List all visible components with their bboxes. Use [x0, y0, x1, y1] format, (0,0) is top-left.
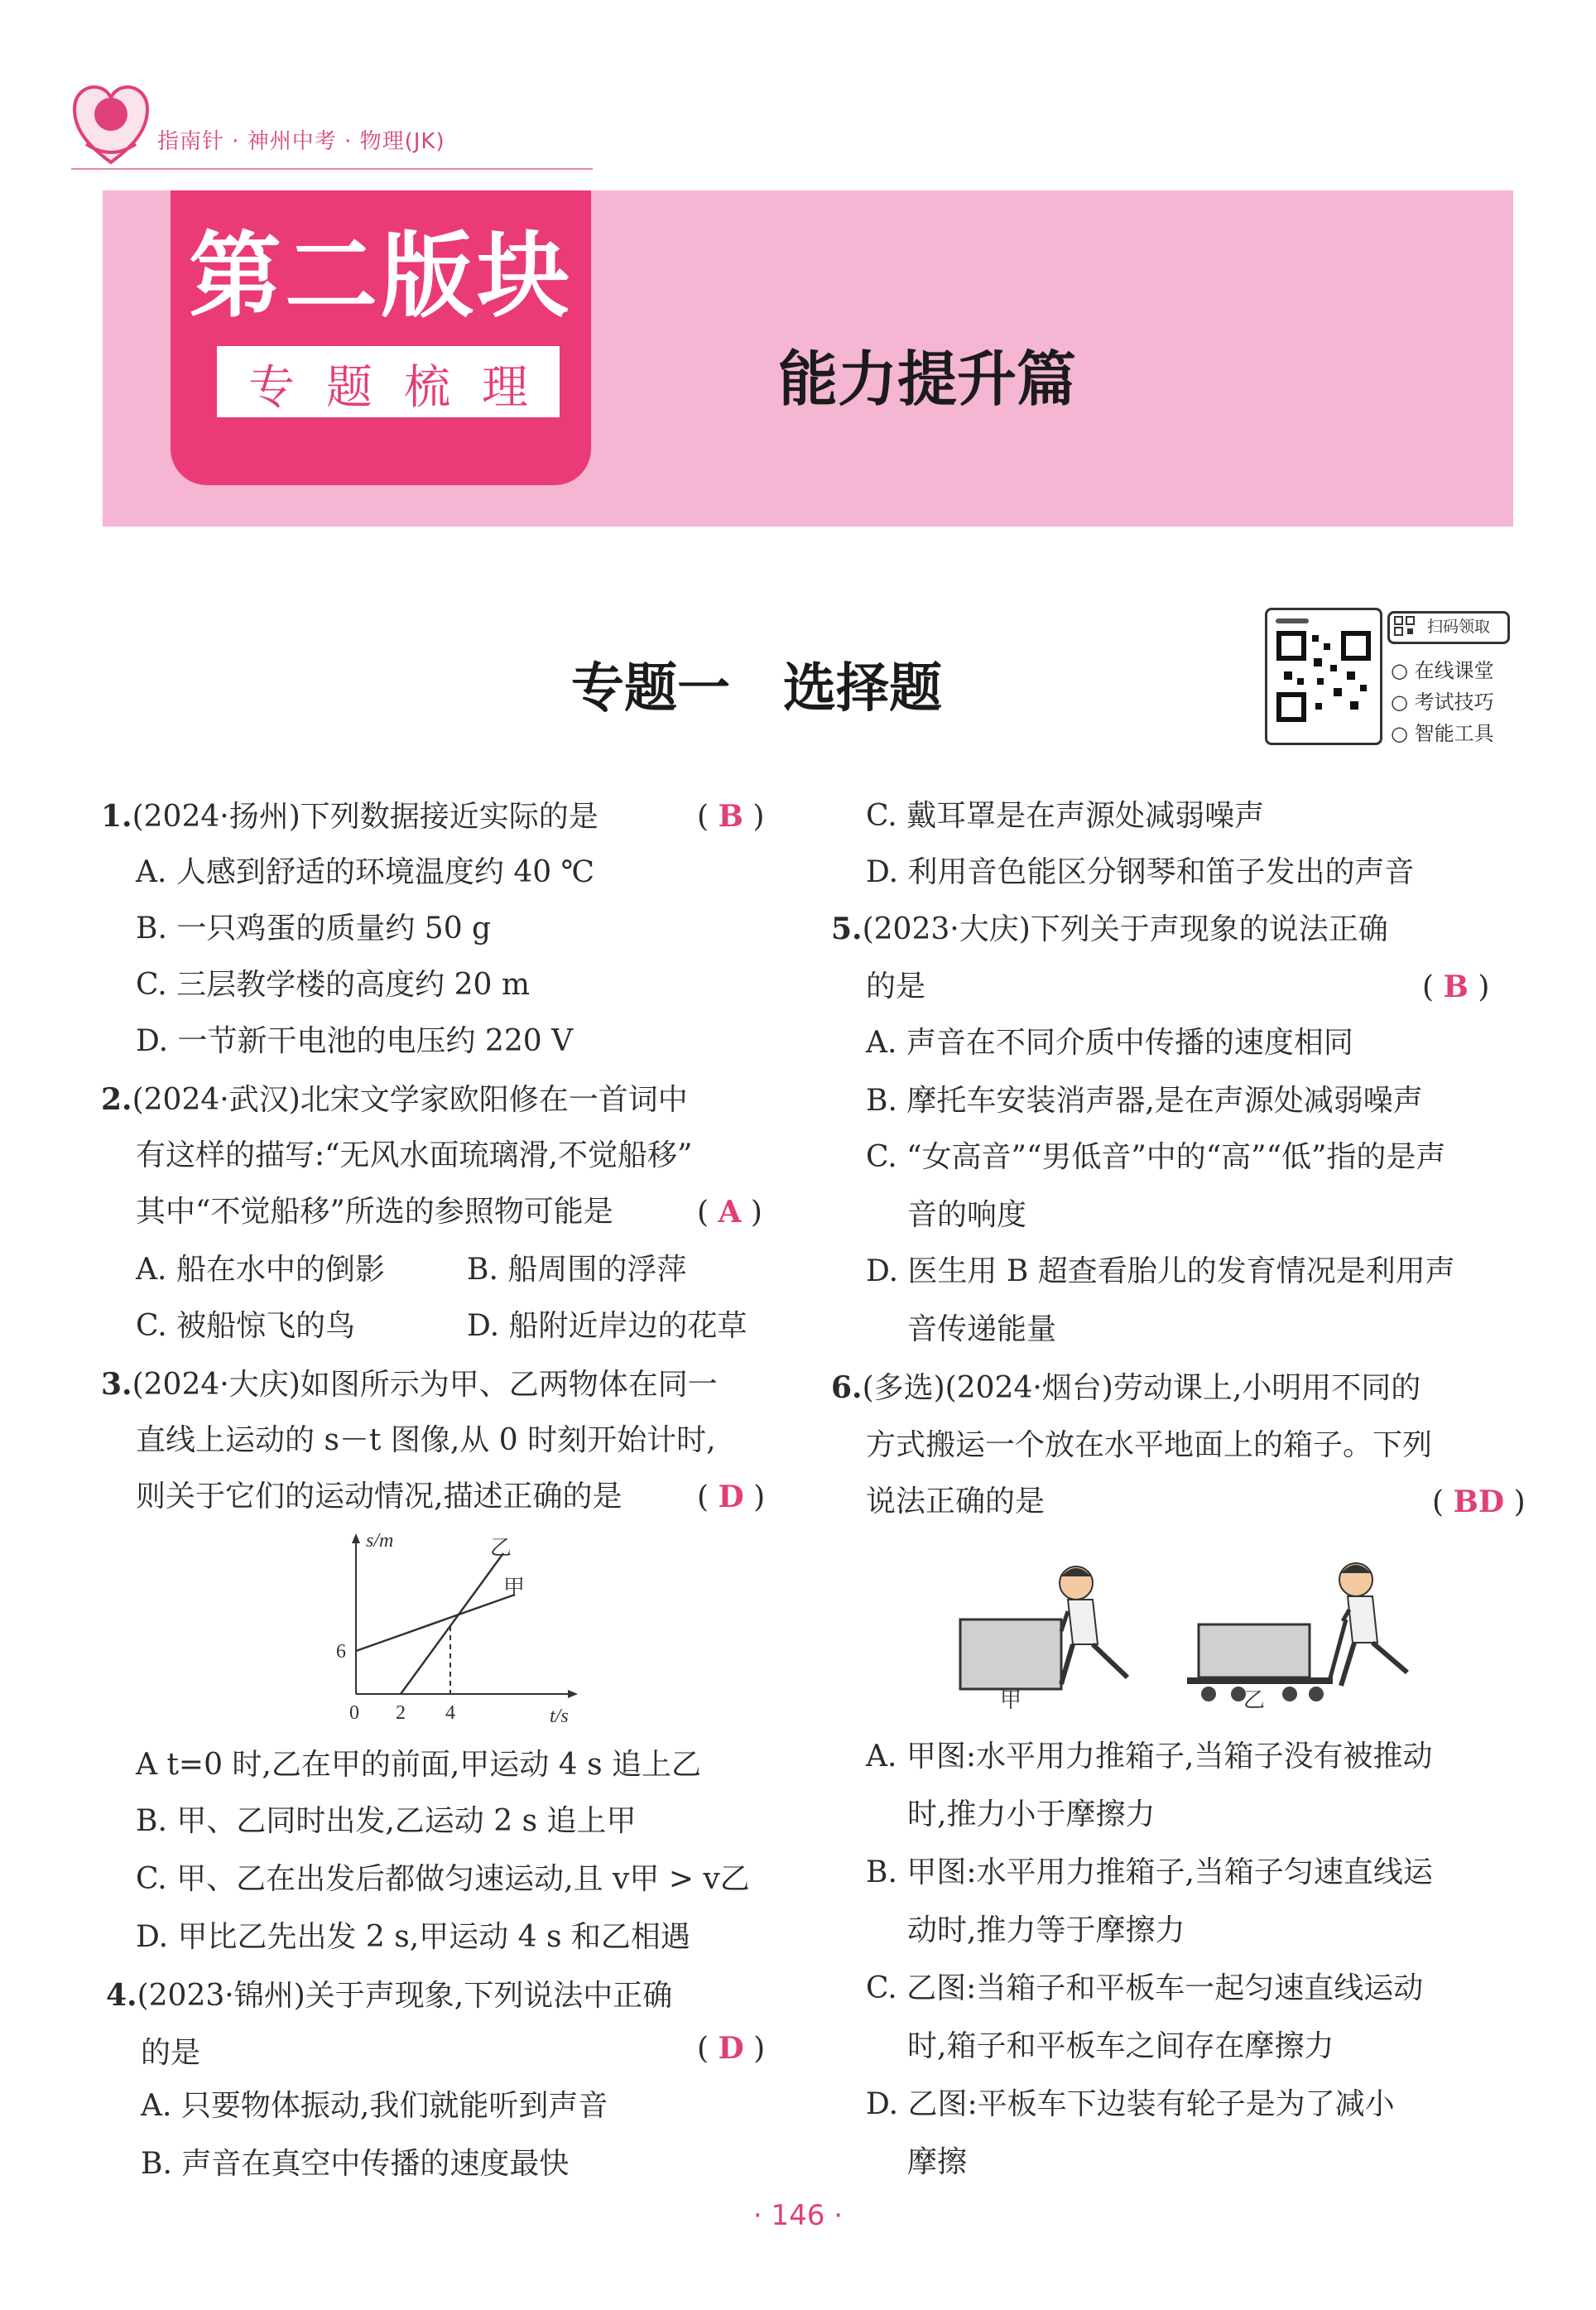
cart-wheel: [1201, 1687, 1216, 1701]
option: D. 一节新干电池的电压约 220 V: [136, 1024, 574, 1058]
boy-yi-body: [1348, 1596, 1377, 1643]
option: C. 三层教学楼的高度约 20 m: [136, 968, 530, 1002]
y-axis-label: s/m: [366, 1530, 394, 1552]
option-continuation: 时,箱子和平板车之间存在摩擦力: [907, 2029, 1334, 2063]
banner-right-title: 能力提升篇: [778, 344, 1077, 414]
question-5-answer: ( B ): [1422, 970, 1490, 1004]
header-series-title: 指南针 · 神州中考 · 物理(JK): [157, 129, 445, 154]
y-axis-arrow: [352, 1533, 360, 1543]
x-tick-2: 2: [396, 1702, 406, 1724]
question-3-stem-line: 直线上运动的 s－t 图像,从 0 时刻开始计时,: [136, 1423, 716, 1457]
fig-label-yi: 乙: [1243, 1688, 1266, 1711]
x-tick-4: 4: [445, 1702, 455, 1724]
question-4-stem: 4.(2023·锦州)关于声现象,下列说法中正确: [106, 1978, 673, 2013]
option-continuation: 时,推力小于摩擦力: [907, 1797, 1156, 1831]
option: D. 医生用 B 超查看胎儿的发育情况是利用声: [866, 1254, 1455, 1288]
x-tick-0: 0: [349, 1702, 359, 1724]
question-5-stem-line: 的是: [866, 970, 926, 1003]
option: C. 被船惊飞的鸟: [136, 1309, 356, 1343]
qr-item: ○ 考试技巧: [1391, 691, 1494, 714]
option: A. 甲图:水平用力推箱子,当箱子没有被推动: [866, 1740, 1433, 1773]
option: A. 船在水中的倒影: [136, 1253, 385, 1287]
qr-code[interactable]: [1265, 608, 1382, 745]
question-6-stem: 6.(多选)(2024·烟台)劳动课上,小明用不同的: [831, 1370, 1421, 1405]
option: B. 一只鸡蛋的质量约 50 g: [136, 912, 492, 946]
option: A. 声音在不同介质中传播的速度相同: [866, 1026, 1353, 1060]
option: C. 戴耳罩是在声源处减弱噪声: [866, 799, 1265, 833]
banner-tab-subtitle: 专题梳理: [248, 361, 560, 415]
option-continuation: 音传递能量: [907, 1312, 1057, 1346]
option-continuation: 动时,推力等于摩擦力: [907, 1913, 1185, 1947]
qr-item: ○ 在线课堂: [1391, 659, 1494, 682]
option: B. 甲、乙同时出发,乙运动 2 s 追上甲: [136, 1804, 637, 1838]
line-yi-label: 乙: [490, 1536, 512, 1561]
option: D. 甲比乙先出发 2 s,甲运动 4 s 和乙相遇: [136, 1920, 690, 1954]
scan-icon: [1394, 616, 1416, 636]
pushing-box-illustration: [952, 1545, 1424, 1711]
question-6-stem-line: 方式搬运一个放在水平地面上的箱子。下列: [866, 1428, 1433, 1462]
fig-label-jia: 甲: [1000, 1688, 1022, 1711]
question-1-stem: 1.(2024·扬州)下列数据接近实际的是: [101, 799, 598, 834]
cart-platform: [1187, 1677, 1333, 1684]
option: D. 船附近岸边的花草: [467, 1309, 748, 1343]
y-tick-6: 6: [336, 1641, 346, 1663]
question-2-answer: ( A ): [697, 1195, 762, 1230]
option: A. 人感到舒适的环境温度约 40 ℃: [136, 855, 594, 889]
question-3-stem: 3.(2024·大庆)如图所示为甲、乙两物体在同一: [101, 1367, 718, 1402]
option: D. 利用音色能区分钢琴和笛子发出的声音: [866, 855, 1415, 889]
boy-jia-body: [1068, 1600, 1098, 1644]
option: B. 声音在真空中传播的速度最快: [141, 2147, 570, 2181]
topic-title: 专题一 选择题: [571, 658, 942, 719]
s-t-graph: [323, 1528, 604, 1730]
option: A. 只要物体振动,我们就能听到声音: [141, 2089, 608, 2123]
option: A t=0 时,乙在甲的前面,甲运动 4 s 追上乙: [136, 1748, 702, 1782]
page-number: · 146 ·: [752, 2199, 844, 2232]
question-4-stem-line: 的是: [141, 2036, 201, 2070]
option-continuation: 摩擦: [907, 2145, 968, 2179]
banner-tab-title: 第二版块: [189, 223, 573, 330]
option: C. “女高音”“男低音”中的“高”“低”指的是声: [866, 1140, 1446, 1174]
question-6-stem-line: 说法正确的是: [866, 1485, 1046, 1518]
option: B. 摩托车安装消声器,是在声源处减弱噪声: [866, 1084, 1423, 1118]
option: B. 甲图:水平用力推箱子,当箱子匀速直线运: [866, 1855, 1433, 1889]
publisher-logo: [71, 79, 151, 166]
line-jia-label: 甲: [503, 1576, 526, 1600]
box-jia: [960, 1619, 1061, 1689]
cart-wheel: [1309, 1687, 1324, 1701]
question-6-answer: ( BD ): [1432, 1485, 1526, 1519]
option: D. 乙图:平板车下边装有轮子是为了减小: [866, 2087, 1395, 2121]
header-divider: [71, 168, 593, 170]
question-5-stem: 5.(2023·大庆)下列关于声现象的说法正确: [831, 912, 1388, 946]
box-yi: [1199, 1624, 1310, 1677]
option-continuation: 音的响度: [907, 1198, 1027, 1232]
option: C. 甲、乙在出发后都做匀速运动,且 v甲 > v乙: [136, 1862, 750, 1896]
x-axis-arrow: [568, 1690, 578, 1698]
cart-wheel: [1282, 1687, 1297, 1701]
option: C. 乙图:当箱子和平板车一起匀速直线运动: [866, 1971, 1424, 2005]
question-2-stem: 2.(2024·武汉)北宋文学家欧阳修在一首词中: [101, 1082, 688, 1117]
qr-item: ○ 智能工具: [1391, 722, 1494, 745]
question-3-stem-line: 则关于它们的运动情况,描述正确的是: [136, 1480, 623, 1514]
question-4-answer: ( D ): [697, 2031, 766, 2066]
line-jia: [356, 1595, 515, 1651]
line-yi: [401, 1553, 503, 1694]
question-2-stem-line: 其中“不觉船移”所选的参照物可能是: [136, 1195, 613, 1229]
question-3-answer: ( D ): [697, 1480, 766, 1514]
question-2-stem-line: 有这样的描写:“无风水面琉璃滑,不觉船移”: [136, 1138, 693, 1172]
qr-scan-label: 扫码领取: [1427, 618, 1491, 636]
question-1-answer: ( B ): [697, 799, 765, 834]
x-axis-label: t/s: [550, 1706, 569, 1727]
option: B. 船周围的浮萍: [467, 1253, 687, 1287]
